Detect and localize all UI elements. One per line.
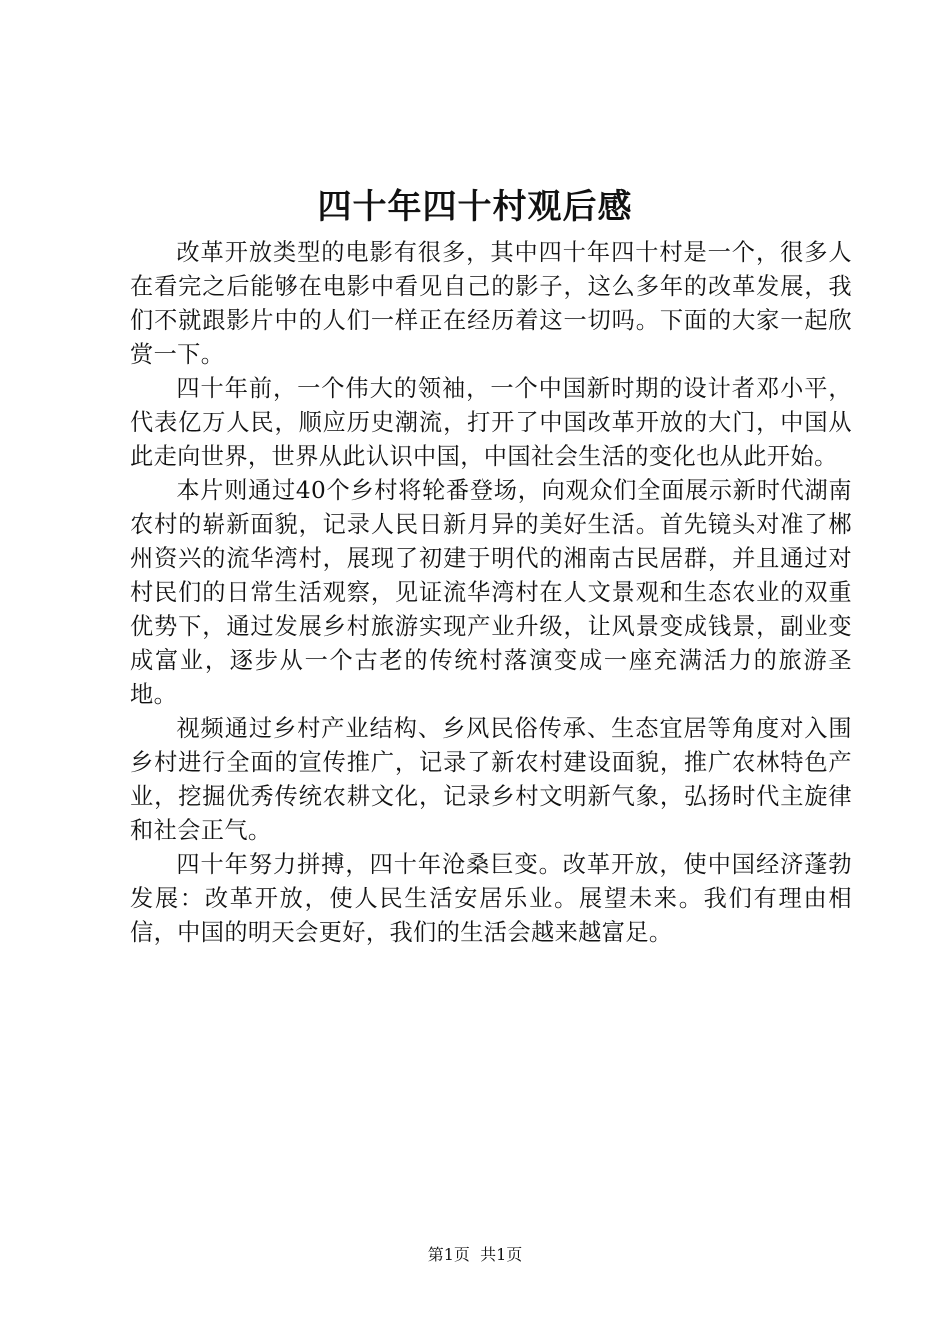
paragraph-3: 本片则通过40个乡村将轮番登场，向观众们全面展示新时代湖南农村的崭新面貌，记录人民日新月异的美好生活。首先镜头对准了郴州资兴的流华湾村，展现了初建于明代的湘南古民居群，并且通过对村民们的日常生活观察，见证流华湾村在人文景观和生态农业的双重优势下，通过发展乡村旅游实现产业升级，让风景变成钱景，副业变成富业，逐步从一个古老的传统村落演变成一座充满活力的旅游圣地。 xyxy=(130,477,852,708)
document-title: 四十年四十村观后感 xyxy=(317,187,633,227)
paragraph-1: 改革开放类型的电影有很多，其中四十年四十村是一个，很多人在看完之后能够在电影中看见自己的影子，这么多年的改革发展，我们不就跟影片中的人们一样正在经历着这一切吗。下面的大家一起欣赏一下。 xyxy=(130,239,852,368)
paragraph-2: 四十年前，一个伟大的领袖，一个中国新时期的设计者邓小平，代表亿万人民，顺应历史潮流，打开了中国改革开放的大门，中国从此走向世界，世界从此认识中国，中国社会生活的变化也从此开始。 xyxy=(130,375,852,470)
page-number-label: 第1页 共1页 xyxy=(427,1245,523,1264)
document-body xyxy=(130,236,852,950)
paragraph-4: 视频通过乡村产业结构、乡风民俗传承、生态宜居等角度对入围乡村进行全面的宣传推广，记录了新农村建设面貌，推广农林特色产业，挖掘优秀传统农耕文化，记录乡村文明新气象，弘扬时代主旋律和社会正气。 xyxy=(130,715,852,844)
paragraph-5: 四十年努力拼搏，四十年沧桑巨变。改革开放，使中国经济蓬勃发展：改革开放，使人民生活安居乐业。展望未来。我们有理由相信，中国的明天会更好，我们的生活会越来越富足。 xyxy=(130,851,852,946)
page-footer xyxy=(0,1244,950,1266)
